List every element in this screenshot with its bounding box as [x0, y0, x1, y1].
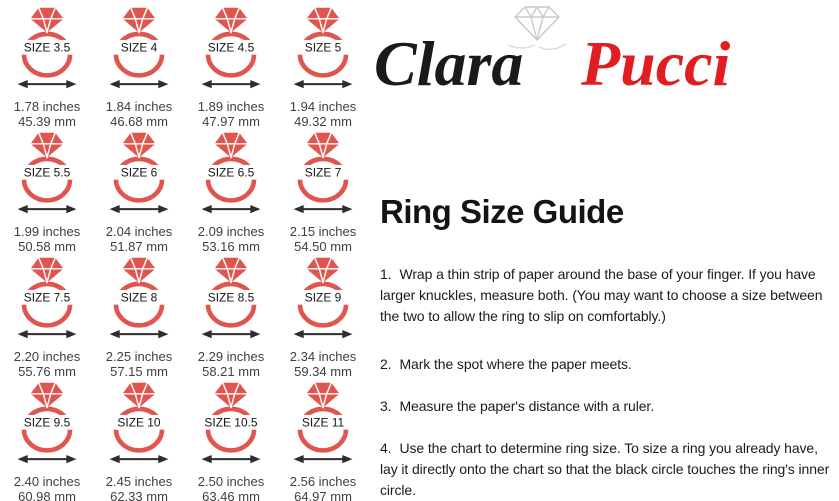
step-number: 2.	[380, 356, 392, 372]
ring-diameter-inches: 2.20 inches	[13, 349, 81, 364]
diamond-outline-icon	[506, 4, 568, 58]
ring-with-diamond-icon	[279, 380, 367, 472]
ring-diameter-mm: 62.33 mm	[110, 489, 168, 501]
diamond-icon	[214, 133, 247, 158]
ring-size-cell	[93, 255, 185, 380]
step-text: Mark the spot where the paper meets.	[399, 356, 632, 372]
ring-with-diamond-icon	[95, 255, 183, 347]
ring-with-diamond-icon	[187, 5, 275, 97]
ring-size-label: SIZE 4	[120, 40, 158, 55]
ring-size-cell	[1, 255, 93, 380]
ring-diameter-mm: 57.15 mm	[110, 364, 168, 379]
step-text: Measure the paper's distance with a ruler.	[399, 398, 654, 414]
diameter-arrow-icon	[18, 455, 77, 463]
ring-size-cell	[1, 5, 93, 130]
instruction-step-4	[380, 438, 832, 501]
ring-with-diamond-icon	[279, 5, 367, 97]
ring-diameter-mm: 58.21 mm	[202, 364, 260, 379]
ring-size-label: SIZE 6	[120, 165, 158, 180]
diameter-arrow-icon	[18, 205, 77, 213]
diamond-icon	[30, 258, 63, 283]
instruction-step-3	[380, 396, 832, 417]
ring-diameter-inches: 2.45 inches	[105, 474, 173, 489]
guide-panel	[374, 0, 834, 501]
ring-with-diamond-icon	[95, 130, 183, 222]
ring-diameter-inches: 1.78 inches	[13, 99, 81, 114]
ring-size-cell	[277, 380, 369, 501]
diamond-icon	[30, 133, 63, 158]
ring-diameter-mm: 47.97 mm	[202, 114, 260, 129]
page-title: Ring Size Guide	[380, 193, 624, 230]
diameter-arrow-icon	[202, 330, 261, 338]
diamond-icon	[214, 8, 247, 33]
ring-with-diamond-icon	[187, 380, 275, 472]
ring-diameter-inches: 1.89 inches	[197, 99, 265, 114]
step-number: 1.	[380, 266, 392, 282]
instruction-step-1	[380, 264, 832, 327]
ring-diameter-inches: 1.99 inches	[13, 224, 81, 239]
ring-diameter-inches: 1.94 inches	[289, 99, 357, 114]
ring-with-diamond-icon	[3, 255, 91, 347]
ring-size-cell	[93, 130, 185, 255]
ring-size-cell	[185, 5, 277, 130]
ring-diameter-mm: 45.39 mm	[18, 114, 76, 129]
ring-diameter-mm: 53.16 mm	[202, 239, 260, 254]
ring-size-chart	[1, 5, 369, 501]
diamond-icon	[306, 133, 339, 158]
ring-diameter-mm: 51.87 mm	[110, 239, 168, 254]
ring-diameter-mm: 60.98 mm	[18, 489, 76, 501]
diamond-icon	[214, 258, 247, 283]
brand-name-pucci: Pucci	[581, 28, 731, 99]
ring-size-cell	[277, 5, 369, 130]
ring-size-label: SIZE 6.5	[207, 165, 255, 180]
ring-size-label: SIZE 9	[304, 290, 342, 305]
ring-with-diamond-icon	[279, 255, 367, 347]
ring-diameter-mm: 46.68 mm	[110, 114, 168, 129]
ring-diameter-inches: 2.40 inches	[13, 474, 81, 489]
ring-diameter-mm: 54.50 mm	[294, 239, 352, 254]
diameter-arrow-icon	[18, 330, 77, 338]
ring-size-label: SIZE 8.5	[207, 290, 255, 305]
ring-size-label: SIZE 11	[301, 415, 345, 430]
ring-size-cell	[93, 380, 185, 501]
ring-with-diamond-icon	[95, 380, 183, 472]
ring-diameter-inches: 1.84 inches	[105, 99, 173, 114]
diamond-icon	[306, 383, 339, 408]
ring-size-label: SIZE 7.5	[23, 290, 71, 305]
step-text: Wrap a thin strip of paper around the base of your finger. If you have larger knuckles, measure both. (You may want to choose a size between the two to allow the ring to slip on comfortably.)	[380, 266, 823, 324]
ring-diameter-mm: 55.76 mm	[18, 364, 76, 379]
ring-diameter-inches: 2.09 inches	[197, 224, 265, 239]
ring-with-diamond-icon	[3, 380, 91, 472]
ring-size-cell	[185, 130, 277, 255]
ring-diameter-mm: 64.97 mm	[294, 489, 352, 501]
diameter-arrow-icon	[202, 455, 261, 463]
ring-diameter-inches: 2.50 inches	[197, 474, 265, 489]
step-text: Use the chart to determine ring size. To size a ring you already have, lay it directly onto the chart so that the black circle touches the ring's inner circle.	[380, 440, 830, 498]
ring-diameter-inches: 2.15 inches	[289, 224, 357, 239]
diameter-arrow-icon	[202, 80, 261, 88]
diamond-icon	[214, 383, 247, 408]
diameter-arrow-icon	[110, 455, 169, 463]
diamond-icon	[306, 258, 339, 283]
step-number: 3.	[380, 398, 392, 414]
diamond-icon	[122, 383, 155, 408]
diameter-arrow-icon	[294, 330, 353, 338]
ring-diameter-mm: 63.46 mm	[202, 489, 260, 501]
ring-size-label: SIZE 8	[120, 290, 158, 305]
ring-size-label: SIZE 4.5	[207, 40, 255, 55]
diamond-icon	[122, 258, 155, 283]
ring-size-cell	[93, 5, 185, 130]
diameter-arrow-icon	[110, 205, 169, 213]
ring-size-cell	[277, 130, 369, 255]
ring-size-cell	[1, 130, 93, 255]
ring-diameter-mm: 50.58 mm	[18, 239, 76, 254]
ring-size-label: SIZE 5.5	[23, 165, 71, 180]
instruction-step-2	[380, 354, 832, 375]
ring-size-label: SIZE 3.5	[23, 40, 71, 55]
ring-size-label: SIZE 7	[304, 165, 342, 180]
ring-diameter-mm: 59.34 mm	[294, 364, 352, 379]
diameter-arrow-icon	[294, 205, 353, 213]
ring-diameter-inches: 2.25 inches	[105, 349, 173, 364]
diameter-arrow-icon	[294, 455, 353, 463]
diamond-icon	[30, 383, 63, 408]
ring-size-label: SIZE 10	[117, 415, 161, 430]
ring-with-diamond-icon	[3, 130, 91, 222]
diamond-icon	[306, 8, 339, 33]
diameter-arrow-icon	[110, 330, 169, 338]
ring-with-diamond-icon	[187, 255, 275, 347]
ring-diameter-inches: 2.56 inches	[289, 474, 357, 489]
ring-size-cell	[277, 255, 369, 380]
ring-with-diamond-icon	[3, 5, 91, 97]
diameter-arrow-icon	[18, 80, 77, 88]
diameter-arrow-icon	[202, 205, 261, 213]
brand-logo	[374, 8, 834, 108]
diameter-arrow-icon	[294, 80, 353, 88]
diamond-icon	[122, 8, 155, 33]
ring-size-label: SIZE 10.5	[204, 415, 258, 430]
diamond-icon	[30, 8, 63, 33]
brand-name-clara: Clara	[374, 28, 524, 99]
ring-diameter-mm: 49.32 mm	[294, 114, 352, 129]
ring-size-cell	[1, 380, 93, 501]
diameter-arrow-icon	[110, 80, 169, 88]
ring-diameter-inches: 2.29 inches	[197, 349, 265, 364]
ring-with-diamond-icon	[187, 130, 275, 222]
ring-size-cell	[185, 380, 277, 501]
ring-with-diamond-icon	[95, 5, 183, 97]
ring-size-label: SIZE 9.5	[23, 415, 71, 430]
ring-with-diamond-icon	[279, 130, 367, 222]
ring-diameter-inches: 2.04 inches	[105, 224, 173, 239]
ring-size-label: SIZE 5	[304, 40, 342, 55]
diamond-icon	[122, 133, 155, 158]
ring-size-cell	[185, 255, 277, 380]
step-number: 4.	[380, 440, 392, 456]
ring-diameter-inches: 2.34 inches	[289, 349, 357, 364]
